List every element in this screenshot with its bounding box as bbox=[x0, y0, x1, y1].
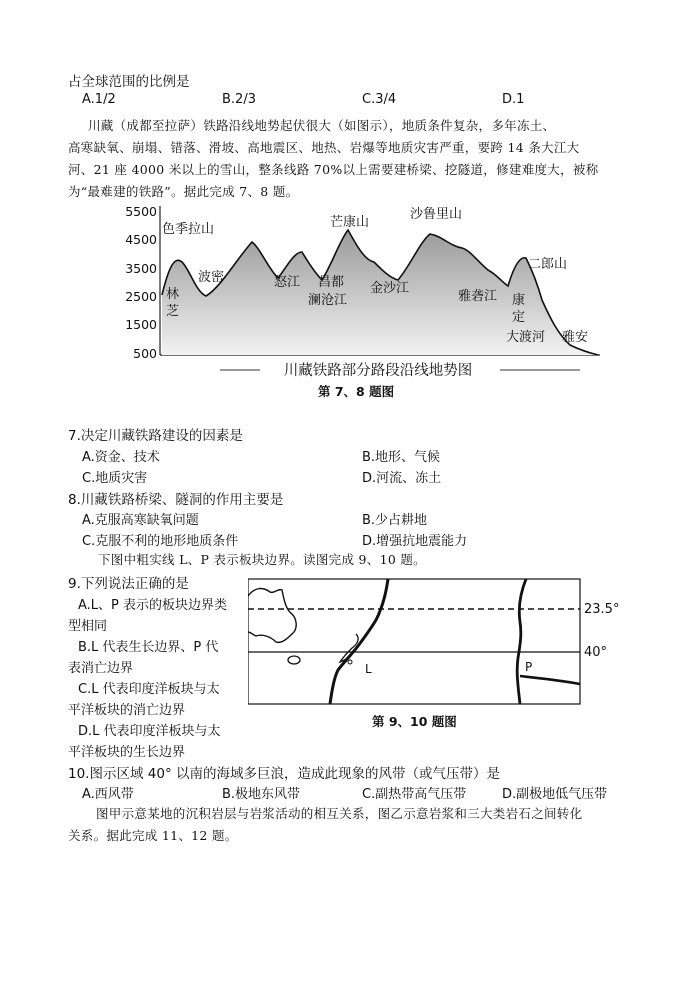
q9-option-c-line1: C.L 代表印度洋板块与太 bbox=[78, 682, 220, 697]
label-linzhi-1: 林 bbox=[166, 287, 180, 302]
q8-stem: 8.川藏铁路桥梁、隧洞的作用主要是 bbox=[68, 492, 284, 508]
q6-stem-tail: 占全球范围的比例是 bbox=[68, 74, 190, 90]
q10-option-d: D.副极地低气压带 bbox=[502, 787, 608, 802]
q8-option-d: D.增强抗地震能力 bbox=[362, 534, 468, 549]
q9-option-a-line1: A.L、P 表示的板块边界类 bbox=[78, 598, 228, 613]
passage-line: 川藏（成都至拉萨）铁路沿线地势起伏很大（如图示），地质条件复杂，多年冻土、 bbox=[88, 118, 556, 133]
label-bomi: 波密 bbox=[198, 270, 225, 285]
map-frame bbox=[248, 579, 580, 704]
y-tick-500: 500 bbox=[133, 346, 157, 361]
label-nujiang: 怒江 bbox=[274, 275, 301, 290]
q9-option-b-line2: 表消亡边界 bbox=[68, 661, 134, 676]
passage-line: 河、21 座 4000 米以上的雪山，整条线路 70%以上需要建桥梁、挖隧道，修建难度大，被称 bbox=[68, 162, 599, 177]
q6-option-a: A.1/2 bbox=[82, 92, 116, 107]
passage-line: 为“最难建的铁路”。据此完成 7、8 题。 bbox=[68, 184, 299, 199]
q9-option-c-line2: 平洋板块的消亡边界 bbox=[68, 703, 186, 718]
q9-option-a-line2: 型相同 bbox=[68, 619, 108, 634]
passage-line: 高寒缺氧、崩塌、错落、滑坡、高地震区、地热、岩爆等地质灾害严重，要跨 14 条大江大 bbox=[68, 140, 580, 155]
label-jinsha-river: 金沙江 bbox=[370, 281, 410, 296]
label-seji-mountain: 色季拉山 bbox=[162, 222, 215, 237]
plate-boundary-map bbox=[248, 574, 640, 708]
intro-11-12-line: 关系。据此完成 11、12 题。 bbox=[68, 828, 238, 843]
q8-option-b: B.少占耕地 bbox=[362, 513, 428, 528]
q10-option-a: A.西风带 bbox=[82, 787, 134, 802]
intro-9-10: 下图中粗实线 L、P 表示板块边界。读图完成 9、10 题。 bbox=[98, 552, 426, 567]
profile-caption: 第 7、8 题图 bbox=[318, 384, 395, 399]
profile-title: 川藏铁路部分路段沿线地势图 bbox=[283, 363, 473, 379]
q9-option-d-line2: 平洋板块的生长边界 bbox=[68, 745, 186, 760]
q6-option-d: D.1 bbox=[502, 92, 525, 107]
terrain-profile-figure bbox=[110, 200, 610, 380]
q7-stem: 7.决定川藏铁路建设的因素是 bbox=[68, 428, 243, 444]
q8-option-c: C.克服不利的地形地质条件 bbox=[82, 534, 239, 549]
label-kangding-2: 定 bbox=[512, 310, 526, 325]
q7-option-d: D.河流、冻土 bbox=[362, 471, 442, 486]
q9-stem: 9.下列说法正确的是 bbox=[68, 576, 189, 592]
latitude-label-23-5: 23.5° bbox=[584, 602, 620, 617]
latitude-label-40: 40° bbox=[584, 645, 608, 660]
y-tick-4500: 4500 bbox=[125, 232, 157, 247]
q9-option-d-line1: D.L 代表印度洋板块与太 bbox=[78, 724, 221, 739]
q10-option-c: C.副热带高气压带 bbox=[362, 787, 467, 802]
label-L: L bbox=[365, 662, 372, 676]
intro-11-12-line: 图甲示意某地的沉积岩层与岩浆活动的相互关系，图乙示意岩浆和三大类岩石之间转化 bbox=[96, 806, 583, 821]
label-linzhi-2: 芝 bbox=[166, 304, 180, 319]
y-tick-2500: 2500 bbox=[125, 289, 157, 304]
q7-option-b: B.地形、气候 bbox=[362, 450, 441, 465]
y-tick-3500: 3500 bbox=[125, 261, 157, 276]
y-tick-5500: 5500 bbox=[125, 204, 157, 219]
q9-option-b-line1: B.L 代表生长边界、P 代 bbox=[78, 640, 219, 655]
label-changdu: 昌都 bbox=[318, 275, 345, 290]
label-kangding-1: 康 bbox=[512, 293, 526, 308]
label-yaan: 雅安 bbox=[562, 330, 589, 345]
q8-option-a: A.克服高寒缺氧问题 bbox=[82, 513, 199, 528]
q10-option-b: B.极地东风带 bbox=[222, 787, 301, 802]
q6-option-b: B.2/3 bbox=[222, 92, 256, 107]
q10-stem: 10.图示区域 40° 以南的海域多巨浪，造成此现象的风带（或气压带）是 bbox=[68, 766, 500, 782]
label-lancang-river: 澜沧江 bbox=[308, 293, 348, 308]
q7-option-a: A.资金、技术 bbox=[82, 450, 160, 465]
map-caption: 第 9、10 题图 bbox=[372, 714, 457, 729]
label-shalu-mountain: 沙鲁里山 bbox=[410, 207, 463, 222]
q7-option-c: C.地质灾害 bbox=[82, 471, 148, 486]
label-yalong-river: 雅砻江 bbox=[458, 289, 498, 304]
label-erlang-mountain: 二郎山 bbox=[528, 257, 568, 272]
label-P: P bbox=[525, 660, 533, 674]
label-dadu-river: 大渡河 bbox=[506, 330, 546, 345]
label-mangkang-mountain: 芒康山 bbox=[330, 215, 370, 230]
y-tick-1500: 1500 bbox=[125, 317, 157, 332]
q6-option-c: C.3/4 bbox=[362, 92, 397, 107]
